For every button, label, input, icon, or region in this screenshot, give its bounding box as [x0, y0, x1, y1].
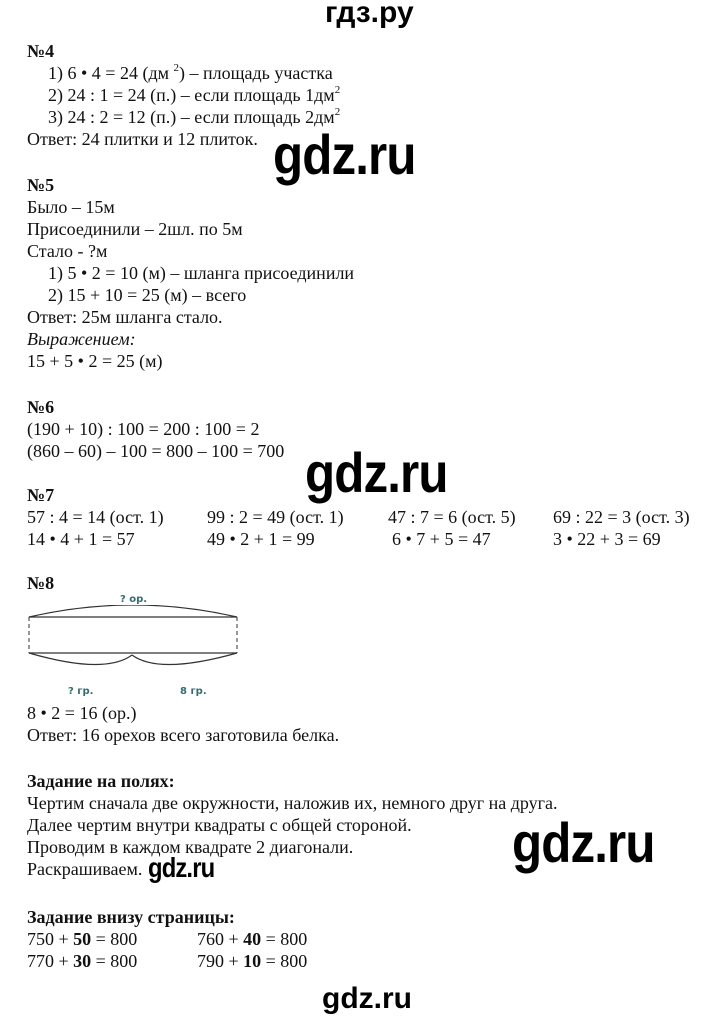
task8-answer: Ответ: 16 орехов всего заготовила белка. — [27, 725, 340, 745]
margin-task-line-1: Чертим сначала две окружности, наложив их, немного друг на друга. — [27, 793, 558, 813]
task5-expression-label: Выражением: — [27, 329, 136, 349]
margin-task-line-3: Проводим в каждом квадрате 2 диагонали. — [27, 837, 354, 857]
task7-check-3: 6 • 7 + 5 = 47 — [392, 529, 491, 549]
task6-title: №6 — [27, 397, 55, 417]
task4-step-1: 1) 6 • 4 = 24 (дм $^2$) – площадь участка — [48, 62, 333, 83]
task7-division-1: 57 : 4 = 14 (ост. 1) — [27, 507, 164, 527]
bottom-equation-3: 770 + 30 = 800 — [27, 951, 138, 971]
task4-step-2: 2) 24 : 1 = 24 (п.) – если площадь $1дм^2$ — [48, 84, 341, 105]
task4-answer: Ответ: 24 плитки и 12 плиток. — [27, 129, 258, 149]
watermark-bottom: gdz.ru — [322, 982, 412, 1015]
watermark-large-2: gdz.ru — [305, 441, 448, 504]
diagram-right-label: 8 гр. — [180, 686, 207, 697]
segment-diagram — [25, 605, 240, 685]
bottom-equation-1: 750 + 50 = 800 — [27, 929, 138, 949]
task4-title: №4 — [27, 41, 55, 61]
task7-check-1: 14 • 4 + 1 = 57 — [27, 529, 135, 549]
watermark-large-1: gdz.ru — [273, 123, 416, 186]
task8-title: №8 — [27, 573, 55, 593]
task5-step-1: 1) 5 • 2 = 10 (м) – шланга присоединили — [48, 263, 355, 283]
task4-step-3: 3) 24 : 2 = 12 (п.) – если площадь $2дм^2$ — [48, 106, 341, 127]
task5-expression: 15 + 5 • 2 = 25 (м) — [27, 351, 163, 371]
diagram-left-label: ? гр. — [68, 686, 94, 697]
task5-title: №5 — [27, 175, 55, 195]
bottom-equation-4: 790 + 10 = 800 — [197, 951, 308, 971]
margin-task-line-2: Далее чертим внутри квадраты с общей стороной. — [27, 815, 412, 835]
bottom-equation-2: 760 + 40 = 800 — [197, 929, 308, 949]
task7-division-4: 69 : 22 = 3 (ост. 3) — [553, 507, 690, 527]
task6-line-1: (190 + 10) : 100 = 200 : 100 = 2 — [27, 419, 260, 439]
task5-given-2: Присоединили – 2шл. по 5м — [27, 219, 243, 239]
task5-answer: Ответ: 25м шланга стало. — [27, 307, 223, 327]
diagram-top-label: ? ор. — [120, 594, 148, 605]
margin-task-line-4: Раскрашиваем. — [27, 859, 143, 879]
task6-line-2: (860 – 60) – 100 = 800 – 100 = 700 — [27, 441, 285, 461]
task8-solution: 8 • 2 = 16 (ор.) — [27, 703, 137, 723]
watermark-small: gdz.ru — [148, 852, 215, 883]
task7-check-2: 49 • 2 + 1 = 99 — [207, 529, 315, 549]
task5-step-2: 2) 15 + 10 = 25 (м) – всего — [48, 285, 247, 305]
task7-check-4: 3 • 22 + 3 = 69 — [553, 529, 661, 549]
watermark-top: гдз.ру — [325, 0, 414, 29]
task5-given-1: Было – 15м — [27, 197, 115, 217]
task7-title: №7 — [27, 485, 55, 505]
margin-task-title: Задание на полях: — [27, 771, 175, 791]
task7-division-3: 47 : 7 = 6 (ост. 5) — [388, 507, 516, 527]
task7-division-2: 99 : 2 = 49 (ост. 1) — [207, 507, 344, 527]
task5-given-3: Стало - ?м — [27, 241, 108, 261]
watermark-large-3: gdz.ru — [512, 811, 655, 874]
bottom-task-title: Задание внизу страницы: — [27, 907, 235, 927]
